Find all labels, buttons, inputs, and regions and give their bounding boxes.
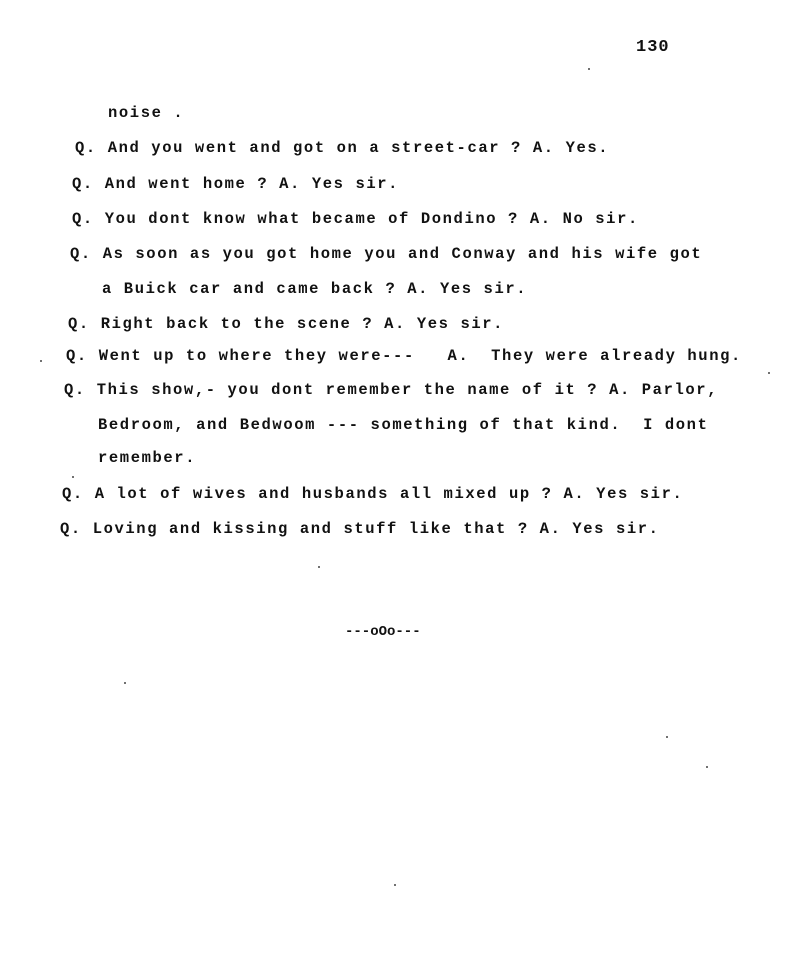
- transcript-line: Q. Loving and kissing and stuff like that ? A. Yes sir.: [60, 520, 660, 538]
- transcript-line: Q. Right back to the scene ? A. Yes sir.: [68, 315, 505, 333]
- scan-speck: [72, 476, 74, 478]
- transcript-line: Q. And you went and got on a street-car ? A. Yes.: [75, 139, 610, 157]
- transcript-line: Q. And went home ? A. Yes sir.: [72, 175, 400, 193]
- scan-speck: [318, 566, 320, 568]
- transcript-line: Q. As soon as you got home you and Conway and his wife got: [70, 245, 703, 263]
- transcript-line: noise .: [108, 104, 185, 122]
- transcript-line: Bedroom, and Bedwoom --- something of that kind. I dont: [98, 416, 709, 434]
- scan-speck: [588, 68, 590, 70]
- scan-speck: [706, 766, 708, 768]
- scan-speck: [394, 884, 396, 886]
- scan-speck: [124, 682, 126, 684]
- transcript-line: remember.: [98, 449, 197, 467]
- transcript-line: Q. A lot of wives and husbands all mixed up ? A. Yes sir.: [62, 485, 684, 503]
- transcript-line: a Buick car and came back ? A. Yes sir.: [102, 280, 528, 298]
- scan-speck: [768, 372, 770, 374]
- section-separator: ---oOo---: [345, 624, 421, 640]
- page-number: 130: [636, 38, 670, 57]
- scan-speck: [666, 736, 668, 738]
- transcript-line: Q. Went up to where they were--- A. They were already hung.: [66, 347, 742, 365]
- transcript-line: Q. You dont know what became of Dondino ? A. No sir.: [72, 210, 639, 228]
- transcript-line: Q. This show,- you dont remember the name of it ? A. Parlor,: [64, 381, 719, 399]
- scan-speck: [40, 360, 42, 362]
